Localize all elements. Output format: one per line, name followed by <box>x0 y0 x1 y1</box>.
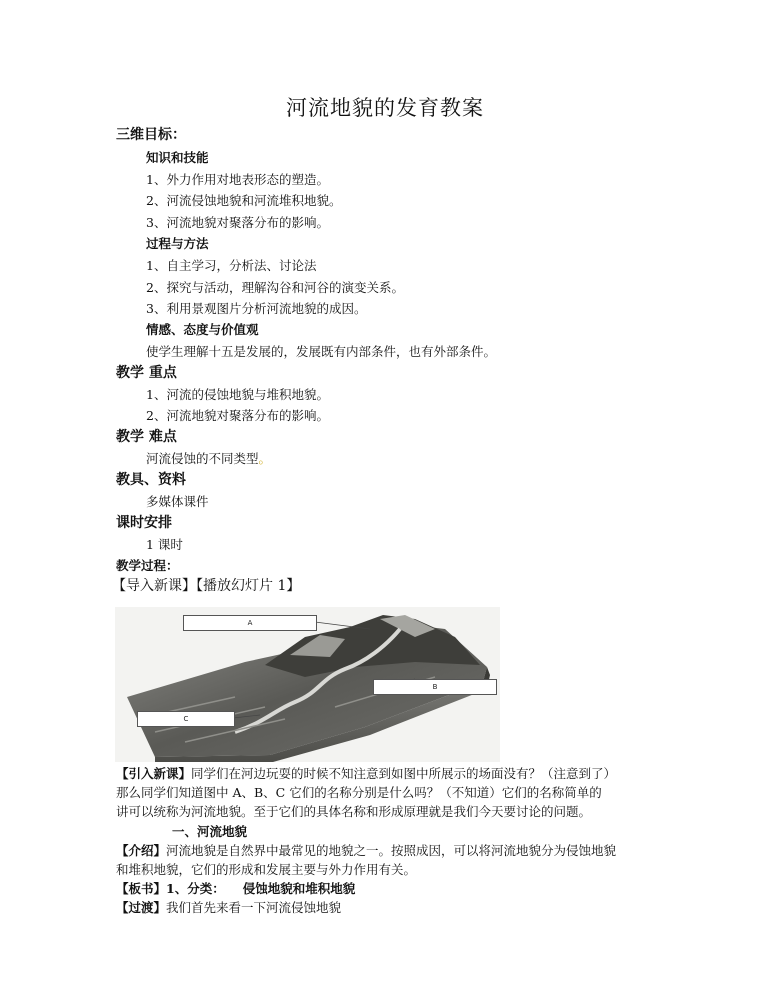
intro-tag: 【引入新课】 <box>116 766 192 781</box>
river-landform-figure <box>115 607 500 762</box>
callout-b: B <box>373 679 497 695</box>
knowledge-item: 1、外力作用对地表形态的塑造。 <box>146 172 329 187</box>
attitude-text: 使学生理解十五是发展的，发展既有内部条件，也有外部条件。 <box>146 344 497 359</box>
board-tag: 【板书】 <box>116 881 167 896</box>
knowledge-heading: 知识和技能 <box>146 150 209 165</box>
objectives-heading: 三维目标： <box>116 127 186 143</box>
board-line <box>116 881 355 897</box>
intro-slide-line: 【导入新课】【播放幻灯片 1】 <box>112 578 301 594</box>
intro-paragraph-line: 讲可以统称为河流地貌。至于它们的具体名称和形成原理就是我们今天要讨论的问题。 <box>116 804 592 819</box>
transition-text: 我们首先来看一下河流侵蚀地貌 <box>166 900 342 915</box>
knowledge-item: 3、河流地貌对聚落分布的影响。 <box>146 215 329 230</box>
materials-heading: 教具、资料 <box>116 472 186 488</box>
transition-line <box>116 900 341 916</box>
process-item: 2、探究与活动，理解沟谷和河谷的演变关系。 <box>146 280 404 295</box>
callout-c: C <box>137 711 235 727</box>
section-river-landforms: 一、河流地貌 <box>172 824 248 839</box>
difficulties-text <box>146 451 271 467</box>
difficulties-heading: 教学 难点 <box>116 429 177 445</box>
key-point-item: 2、河流地貌对聚落分布的影响。 <box>146 408 329 423</box>
schedule-heading: 课时安排 <box>116 515 172 531</box>
introduce-paragraph-line: 和堆积地貌，它们的形成和发展主要与外力作用有关。 <box>116 862 417 877</box>
intro-paragraph-line: 那么同学们知道图中 A、B、C 它们的名称分别是什么吗？（不知道）它们的名称简单的 <box>116 785 602 800</box>
board-text: 侵蚀地貌和堆积地貌 <box>242 881 356 896</box>
introduce-text: 河流地貌是自然界中最常见的地貌之一。按照成因，可以将河流地貌分为侵蚀地貌 <box>166 843 617 858</box>
process-method-heading: 过程与方法 <box>146 236 209 251</box>
key-points-heading: 教学 重点 <box>116 365 177 381</box>
process-item: 3、利用景观图片分析河流地貌的成因。 <box>146 301 367 316</box>
difficulties-suffix: 。 <box>258 451 272 466</box>
board-label: 1、分类： <box>166 881 225 896</box>
document-title: 河流地貌的发育教案 <box>286 96 484 120</box>
intro-text: 同学们在河边玩耍的时候不知注意到如图中所展示的场面没有？（注意到了） <box>191 766 617 781</box>
process-item: 1、自主学习，分析法、讨论法 <box>146 258 317 273</box>
introduce-tag: 【介绍】 <box>116 843 167 858</box>
teaching-process-heading: 教学过程： <box>116 558 179 573</box>
callout-a: A <box>183 615 317 631</box>
introduce-paragraph-line <box>116 843 616 859</box>
key-point-item: 1、河流的侵蚀地貌与堆积地貌。 <box>146 387 329 402</box>
difficulties-body: 河流侵蚀的不同类型 <box>146 451 259 466</box>
attitude-heading: 情感、态度与价值观 <box>146 322 259 337</box>
transition-tag: 【过渡】 <box>116 900 167 915</box>
intro-paragraph-line <box>116 766 616 782</box>
materials-text: 多媒体课件 <box>146 494 209 509</box>
knowledge-item: 2、河流侵蚀地貌和河流堆积地貌。 <box>146 193 342 208</box>
schedule-text: 1 课时 <box>146 537 183 552</box>
